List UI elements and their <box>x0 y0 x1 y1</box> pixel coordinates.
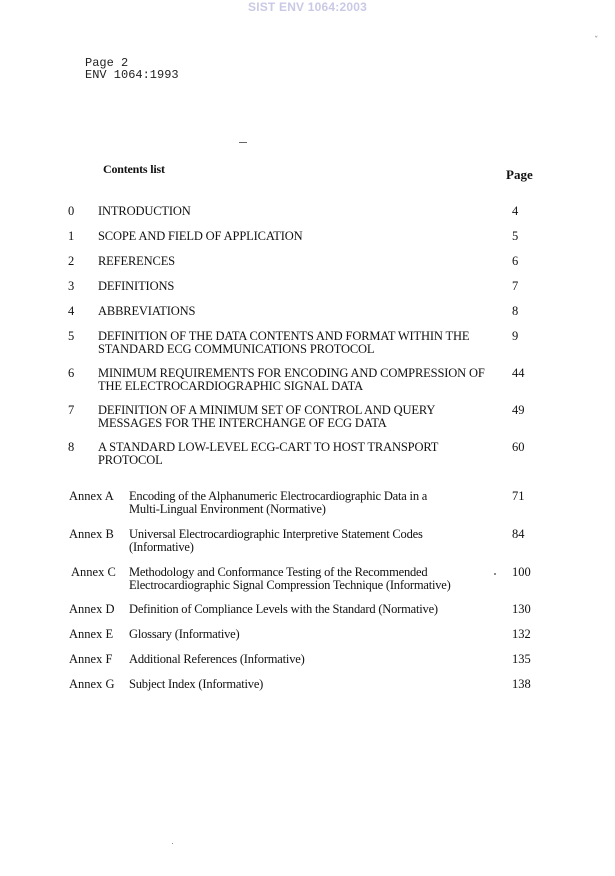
toc-number: 7 <box>68 403 75 417</box>
annex-label: Annex F <box>69 652 113 666</box>
annex-title: Glossary (Informative) <box>129 627 240 641</box>
toc-title: DEFINITION OF THE DATA CONTENTS AND FORMAT WITHIN THE STANDARD ECG COMMUNICATIONS PROTOCOL <box>98 329 470 356</box>
toc-title: ABBREVIATIONS <box>98 304 196 318</box>
toc-page: 8 <box>512 304 519 318</box>
annex-label: Annex A <box>69 489 114 503</box>
page-number: Page 2 <box>85 56 129 70</box>
divider <box>239 142 247 143</box>
annex-page: 138 <box>512 677 531 691</box>
standard-id: ENV 1064:1993 <box>85 68 179 82</box>
toc-page: 44 <box>512 366 525 380</box>
annex-page: 100 <box>512 565 531 579</box>
toc-number: 3 <box>68 279 75 293</box>
annex-page: 135 <box>512 652 531 666</box>
watermark: SIST ENV 1064:2003 <box>247 0 367 14</box>
toc-number: 0 <box>68 204 75 218</box>
toc-page: 9 <box>512 329 519 343</box>
toc-page: 49 <box>512 403 525 417</box>
page-header <box>85 57 179 81</box>
scan-speck <box>172 843 173 844</box>
annex-title: Encoding of the Alphanumeric Electrocardiographic Data in a Multi-Lingual Environment (Normative) <box>129 489 428 516</box>
contents-title: Contents list <box>103 162 165 176</box>
annex-title: Subject Index (Informative) <box>129 677 264 691</box>
annex-label: Annex B <box>69 527 114 541</box>
annex-title: Methodology and Conformance Testing of the Recommended Electrocardiographic Signal Compression Technique (Informative) <box>129 565 451 592</box>
annex-title: Definition of Compliance Levels with the Standard (Normative) <box>129 602 438 616</box>
toc-number: 5 <box>68 329 75 343</box>
toc-title: DEFINITION OF A MINIMUM SET OF CONTROL AND QUERY MESSAGES FOR THE INTERCHANGE OF ECG DATA <box>98 403 436 430</box>
annex-label: Annex E <box>69 627 114 641</box>
annex-title: Additional References (Informative) <box>129 652 305 666</box>
toc-number: 8 <box>68 440 75 454</box>
annex-label: Annex C <box>71 565 116 579</box>
toc-title: MINIMUM REQUIREMENTS FOR ENCODING AND COMPRESSION OF THE ELECTROCARDIOGRAPHIC SIGNAL DATA <box>98 366 485 393</box>
annex-label: Annex D <box>69 602 115 616</box>
page-column-heading: Page <box>506 167 533 182</box>
toc-title: SCOPE AND FIELD OF APPLICATION <box>98 229 303 243</box>
annex-page: 132 <box>512 627 531 641</box>
annex-label: Annex G <box>69 677 115 691</box>
annex-page: 130 <box>512 602 531 616</box>
toc-title: A STANDARD LOW-LEVEL ECG-CART TO HOST TRANSPORT PROTOCOL <box>98 440 439 467</box>
scan-mark: ˇ <box>594 36 599 46</box>
toc-number: 1 <box>68 229 75 243</box>
annex-page: 84 <box>512 527 525 541</box>
toc-page: 5 <box>512 229 519 243</box>
toc-number: 2 <box>68 254 75 268</box>
toc-number: 6 <box>68 366 75 380</box>
toc-title: INTRODUCTION <box>98 204 191 218</box>
toc-title: REFERENCES <box>98 254 175 268</box>
toc-number: 4 <box>68 304 75 318</box>
annex-page: 71 <box>512 489 525 503</box>
toc-title: DEFINITIONS <box>98 279 175 293</box>
scan-speck <box>494 573 496 575</box>
annex-title: Universal Electrocardiographic Interpretive Statement Codes (Informative) <box>129 527 423 554</box>
toc-page: 60 <box>512 440 525 454</box>
toc-page: 7 <box>512 279 519 293</box>
toc-page: 6 <box>512 254 519 268</box>
toc-page: 4 <box>512 204 519 218</box>
